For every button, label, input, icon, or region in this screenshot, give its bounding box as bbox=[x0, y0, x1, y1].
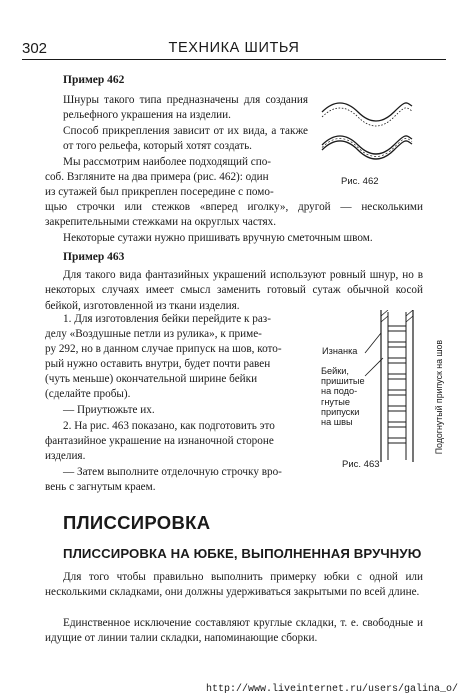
example-463-paragraph-1: Для такого вида фантазийных украшений используют ровный шнур, но в некоторых случаях имеет смысл заменить готовый сутаж обычной косой бейкой, изготовленной из ткани изделия. bbox=[45, 269, 423, 312]
section-title: ПЛИССИРОВКА bbox=[63, 512, 211, 533]
figure-463-vertical-label: Подогнутый припуск на шов bbox=[433, 339, 444, 455]
bias-label-line: припуски bbox=[321, 406, 360, 417]
page-header bbox=[22, 38, 446, 60]
section-subtitle: ПЛИССИРОВКА НА ЮБКЕ, ВЫПОЛНЕННАЯ ВРУЧНУЮ bbox=[63, 546, 422, 561]
example-462-paragraph-4: Некоторые сутажи нужно пришивать вручную сметочным швом. bbox=[63, 232, 373, 244]
example-462-paragraph-3-rest: щью строчки или стежков «вперед иголку», другой — несколькими закрепительными стежками на округлых частях. bbox=[45, 201, 423, 229]
page-number: 302 bbox=[22, 40, 48, 57]
example-462-heading: Пример 462 bbox=[63, 74, 125, 86]
bias-strip-rungs bbox=[388, 326, 406, 443]
figure-462-caption: Рис. 462 bbox=[341, 176, 379, 187]
figure-463-label-wrong-side: Изнанка bbox=[322, 346, 358, 356]
example-462-paragraph-3-line-2: соб. Взгляните на два примера (рис. 462): один bbox=[45, 171, 269, 183]
example-462-paragraph-3-line-1: Мы рассмотрим наиболее подходящий спо- bbox=[63, 156, 272, 168]
footer-url: http://www.liveinternet.ru/users/galina_o/ bbox=[206, 684, 459, 695]
bias-label-line: на подо- bbox=[321, 386, 358, 397]
example-463-paragraph-4-line-3: изделия. bbox=[45, 450, 86, 462]
wavy-cord-upper-inner bbox=[322, 108, 412, 126]
example-463-paragraph-5-line-1: — Затем выполните отделочную строчку вро- bbox=[63, 466, 282, 478]
bias-label-line: гнутые bbox=[321, 396, 350, 407]
example-463-paragraph-3: — Приутюжьте их. bbox=[63, 404, 155, 416]
example-463-paragraph-4-line-1: 2. На рис. 463 показано, как подготовить это bbox=[63, 420, 275, 432]
bias-label-line: Бейки, bbox=[321, 366, 349, 376]
running-title: ТЕХНИКА ШИТЬЯ bbox=[168, 40, 300, 56]
example-462-paragraph-3-line-3: из сутажей был прикреплен посередине с помо- bbox=[45, 186, 274, 198]
leader-wrong-side bbox=[365, 333, 381, 353]
example-463-paragraph-2-line-1: 1. Для изготовления бейки перейдите к раз- bbox=[63, 313, 271, 325]
hatch-top-right bbox=[406, 310, 413, 322]
example-463-paragraph-2-line-5: (чуть меньше) окончательной ширине бейки bbox=[45, 373, 258, 385]
bias-label-line: на швы bbox=[321, 417, 353, 428]
leader-bias bbox=[365, 358, 383, 376]
figure-463-caption: Рис. 463 bbox=[342, 459, 380, 470]
example-462-paragraph-1: Шнуры такого типа предназначены для создания рельефного украшения на изделии. bbox=[63, 94, 308, 122]
bias-label-line: пришитые bbox=[321, 376, 365, 387]
wavy-cord-upper-outline bbox=[322, 103, 412, 121]
example-463-paragraph-5-line-2: вень с загнутым краем. bbox=[45, 481, 156, 493]
example-463-paragraph-2-line-4: рый нужно оставить внутри, будет почти равен bbox=[45, 358, 271, 370]
example-463-paragraph-4-line-2: фантазийное украшение на изнаночной стороне bbox=[45, 435, 274, 447]
figure-462-wavy-cords bbox=[318, 96, 416, 170]
example-462-paragraph-2: Способ прикрепления зависит от их вида, а также от того рельефа, который хотят создать. bbox=[63, 125, 308, 153]
example-463-heading: Пример 463 bbox=[63, 251, 125, 263]
example-463-paragraph-2-line-3: ру 292, но в данном случае припуск на шов, кото- bbox=[45, 343, 282, 355]
example-463-paragraph-2-line-6: (сделайте пробы). bbox=[45, 388, 131, 400]
figure-463-label-bias-strips bbox=[321, 366, 365, 427]
section-paragraph-2: Единственное исключение составляют круглые складки, т. е. свободные и идущие от линии талии складки, напоминающие сборки. bbox=[45, 617, 423, 645]
header-rule bbox=[22, 59, 446, 60]
example-463-paragraph-2-line-2: делу «Воздушные петли из рулика», к приме- bbox=[45, 328, 262, 340]
section-paragraph-1: Для того чтобы правильно выполнить примерку юбки с одной или несколькими складками, они должны удерживаться закрытыми по всей длине. bbox=[45, 571, 423, 599]
